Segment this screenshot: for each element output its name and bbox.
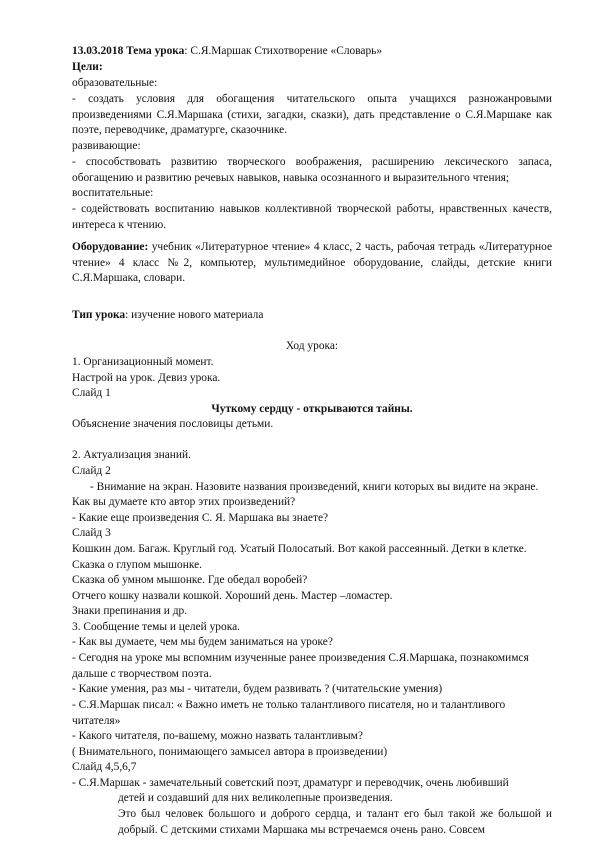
equipment-text: учебник «Литературное чтение» 4 класс, 2 часть, рабочая тетрадь «Литературное чтение» 4 класс №2, компьютер, мультимедийное оборудование, слайды, детские книги С.Я.Маршака, словари. <box>72 241 552 285</box>
goals-up-text: - содействовать воспитанию навыков коллективной творческой работы, нравственных качеств, интереса к чтению. <box>72 203 552 231</box>
slide-2-label: Слайд 2 <box>72 465 111 477</box>
equipment-paragraph <box>72 240 552 287</box>
goals-edu-label: образовательные: <box>72 77 158 89</box>
lesson-type-label: Тип урока <box>72 309 126 321</box>
goals-dev-text: - способствовать развитию творческого воображения, расширению лексического запаса, обогащению и развитию речевых навыков, навыка осознанного и выразительного чтения; <box>72 156 552 184</box>
motto-explanation: Объяснение значения пословицы детьми. <box>72 418 274 430</box>
slide-4-label: Слайд 4,5,6,7 <box>72 761 137 773</box>
lesson-type-text: : изучение нового материала <box>125 309 264 321</box>
lesson-motto: Чуткому сердцу - открываются тайны. <box>211 403 413 415</box>
question-3: - Какие еще произведения С. Я. Маршака вы знаете? <box>72 512 329 524</box>
teacher-line-3: - Какие умения, раз мы - читатели, будем развивать ? (читательские умения) <box>72 683 443 695</box>
section-3-title: 3. Сообщение темы и целей урока. <box>72 621 240 633</box>
bio-line-3: Это был человек большого и доброго сердца, и талант его был такой же большой и добрый. С детскими стихами Маршака мы встречаемся очень рано. Совсем <box>118 808 552 836</box>
goals-up-label: воспитательные: <box>72 187 154 199</box>
works-list-1: Кошкин дом. Багаж. Круглый год. Усатый Полосатый. Вот какой рассеянный. Детки в клетке. Сказка о глупом мышонке. <box>72 543 527 571</box>
teacher-line-2: - Сегодня на уроке мы вспомним изученные ранее произведения С.Я.Маршака, познакомимся дальше с творчеством поэта. <box>72 652 529 680</box>
works-list-3: Отчего кошку назвали кошкой. Хороший день. Мастер –ломастер. <box>72 590 393 602</box>
topic-label: Тема урока <box>126 45 185 57</box>
question-1: - Внимание на экран. Назовите названия произведений, книги которых вы видите на экране. <box>90 481 539 493</box>
section-2-title: 2. Актуализация знаний. <box>72 449 191 461</box>
teacher-line-5: - Какого читателя, по-вашему, можно назвать талантливым? <box>72 730 363 742</box>
teacher-line-1: - Как вы думаете, чем мы будем заниматься на уроке? <box>72 636 333 648</box>
slide-3-label: Слайд 3 <box>72 527 111 539</box>
course-title: Ход урока: <box>285 340 339 352</box>
teacher-line-6: ( Внимательного, понимающего замысел автора в произведении) <box>72 746 388 758</box>
works-list-2: Сказка об умном мышонке. Где обедал воробей? <box>72 574 308 586</box>
works-list-4: Знаки препинания и др. <box>72 605 188 617</box>
goals-edu-text: - создать условия для обогащения читательского опыта учащихся разножанровыми произведениями С.Я.Маршака (стихи, загадки, сказки), дать представление о С.Я.Маршаке как поэте, переводчике, драматурге, сказочнике. <box>72 93 552 137</box>
slide-1-label: Слайд 1 <box>72 387 111 399</box>
question-2: Как вы думаете кто автор этих произведений? <box>72 496 296 508</box>
section-1-title: 1. Организационный момент. <box>72 356 214 368</box>
teacher-line-4: - С.Я.Маршак писал: « Важно иметь не только талантливого писателя, но и талантливого читателя» <box>72 699 506 727</box>
lesson-date: 13.03.2018 <box>72 45 124 57</box>
bio-line-2: детей и создавший для них великолепные произведения. <box>118 792 393 804</box>
bio-line-1: - С.Я.Маршак - замечательный советский поэт, драматург и переводчик, очень любивший <box>72 777 509 789</box>
equipment-label: Оборудование: <box>72 241 149 253</box>
lesson-type <box>72 308 552 324</box>
header-line <box>72 44 552 60</box>
goals-dev-label: развивающие: <box>72 140 141 152</box>
goals-title: Цели: <box>72 61 103 73</box>
topic-text: : С.Я.Маршак Стихотворение «Словарь» <box>184 45 383 57</box>
section-1-line: Настрой на урок. Девиз урока. <box>72 372 221 384</box>
